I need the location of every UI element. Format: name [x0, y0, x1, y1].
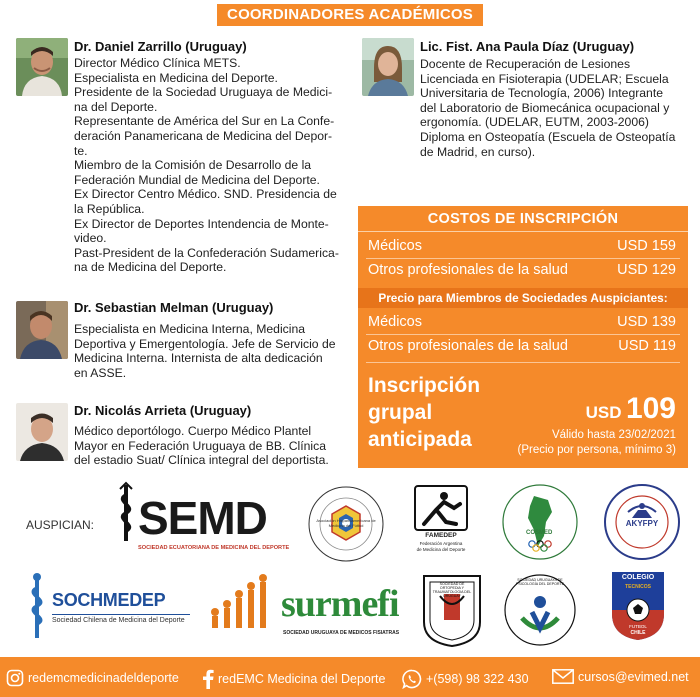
facebook-icon: [202, 669, 214, 689]
famedep-logo: [410, 484, 472, 562]
group-title: Inscripción grupal anticipada: [368, 374, 481, 451]
coordinator-bio: Director Médico Clínica METS. Especialista en Medicina del Deporte. Presidente de la Sociedad Uruguaya de Medici- na del Deporte. Representante de América del Sur en La Confe- deración Panamericana de Medicina del Depor- te. Miembro de la Comisión de Desarrollo de la Federación Mundial de Medicina del Deporte. Ex Director Centro Médico. SND. Presidencia de la República. Ex Director de Deportes Intendencia de Monte- video. Past-President de la Confederación Sudamerica- na de Medicina del Deporte.: [74, 56, 339, 275]
famedep-name: FAMEDEP: [425, 532, 457, 539]
ortopedia-logo: [420, 572, 484, 648]
price-value: USD 129: [617, 262, 676, 278]
psicologia-logo: [502, 572, 578, 648]
price-row: [368, 262, 676, 278]
divider: [366, 258, 680, 259]
coordinator-bio: Especialista en Medicina Interna, Medicina Deportiva y Emergentología. Jefe de Servicio de Medicina Interna. Internista de alta dedicación en ASSE.: [74, 322, 336, 380]
whatsapp-number: +(598) 98 322 430: [426, 672, 529, 686]
sochmedep-name: SOCHMEDEP: [52, 590, 166, 610]
semd-logo: [118, 481, 290, 557]
price-label: Médicos: [368, 238, 422, 254]
price-value: USD 159: [617, 238, 676, 254]
colegio-line3: FUTBOL: [629, 624, 647, 629]
photo-nicolas-arrieta: [16, 403, 68, 461]
coordinator-bio: Médico deportólogo. Cuerpo Médico Plantel Mayor en Federación Uruguaya de BB. Clínica del estadio Suat/ Clínica integral del deportista.: [74, 424, 329, 468]
coordinator-name: Dr. Daniel Zarrillo (Uruguay): [74, 39, 247, 54]
divider: [366, 362, 680, 363]
group-note: Válido hasta 23/02/2021 (Precio por persona, mínimo 3): [517, 429, 676, 456]
email-link[interactable]: [552, 669, 689, 684]
colegio-line2: TECNICOS: [625, 584, 651, 590]
footer-bar: [0, 657, 700, 697]
hispanoamericana-text: Asociación Hispanoamericana de Medicina del Fútbol: [316, 518, 376, 528]
photo-ana-paula-diaz: [362, 38, 414, 96]
coordinator-name: Dr. Sebastian Melman (Uruguay): [74, 300, 274, 315]
ortopedia-text: SOCIEDAD DE ORTOPEDIA Y TRAUMATOLOGIA DEL URUGUAY: [432, 582, 472, 598]
psicologia-text: SOCIEDAD URUGUAYA DE PSICOLOGÍA DEL DEPORTE: [515, 578, 565, 586]
group-price: USD 109: [585, 392, 676, 425]
facebook-name: redEMC Medicina del Deporte: [218, 672, 386, 686]
photo-daniel-zarrillo: [16, 38, 68, 96]
cosmed-logo: [500, 482, 580, 562]
members-title: Precio para Miembros de Sociedades Auspiciantes:: [358, 288, 688, 308]
sochmedep-logo: [22, 572, 192, 642]
instagram-link[interactable]: [6, 669, 179, 687]
whatsapp-icon: [402, 669, 422, 689]
coordinator-bio: Docente de Recuperación de Lesiones Licenciada en Fisioterapia (UDELAR; Escuela Universitaria de Tecnología, 2006) Integrante del Laboratorio de Biomecánica ocupacional y ergonomía. (UDELAR, EUTM, 2003-2006) Diploma en Osteopatía (Escuela de Osteopatía de Madrid, en curso).: [420, 57, 676, 159]
price-row: [368, 238, 676, 254]
price-row: [368, 314, 676, 330]
price-row: [368, 338, 676, 354]
email-address: cursos@evimed.net: [578, 669, 689, 684]
price-value: USD 139: [617, 314, 676, 330]
coordinator-name: Lic. Fist. Ana Paula Díaz (Uruguay): [420, 39, 635, 54]
divider: [366, 334, 680, 335]
famedep-sub: de Medicina del Deporte: [416, 547, 466, 552]
instagram-handle: redemcmedicinadeldeporte: [28, 671, 179, 685]
costs-title: COSTOS DE INSCRIPCIÓN: [358, 206, 688, 232]
divider: [52, 614, 190, 615]
semd-sub: SOCIEDAD ECUATORIANA DE MEDICINA DEL DEPORTE: [138, 545, 290, 551]
instagram-icon: [6, 669, 24, 687]
photo-sebastian-melman: [16, 301, 68, 359]
price-label: Médicos: [368, 314, 422, 330]
famedep-sub: Federación Argentina: [419, 541, 463, 546]
costs-panel: [358, 206, 688, 468]
colegio-line1: COLEGIO: [621, 574, 655, 581]
sochmedep-sub: Sociedad Chilena de Medicina del Deporte: [52, 617, 185, 624]
semd-name: SEMD: [138, 492, 267, 544]
surmefi-name: surmefi: [281, 583, 399, 625]
surmefi-sub: SOCIEDAD URUGUAYA DE MEDICOS FISIATRAS: [283, 630, 400, 636]
facebook-link[interactable]: [202, 669, 385, 689]
price-label: Otros profesionales de la salud: [368, 262, 568, 278]
akyfpy-logo: [602, 482, 682, 562]
colegio-logo: [610, 570, 666, 642]
price-value: USD 119: [618, 338, 676, 354]
cosmed-name: COSMED: [526, 530, 553, 536]
surmefi-logo: [207, 570, 407, 644]
whatsapp-link[interactable]: [402, 669, 529, 689]
sponsors-label: AUSPICIAN:: [26, 518, 95, 532]
akyfpy-name: AKYFPY: [625, 519, 659, 528]
hispanoamericana-logo: [306, 484, 386, 564]
section-title: COORDINADORES ACADÉMICOS: [217, 4, 483, 26]
colegio-line4: CHILE: [630, 630, 646, 636]
coordinator-name: Dr. Nicolás Arrieta (Uruguay): [74, 403, 252, 418]
email-icon: [552, 669, 574, 684]
price-label: Otros profesionales de la salud: [368, 338, 568, 354]
